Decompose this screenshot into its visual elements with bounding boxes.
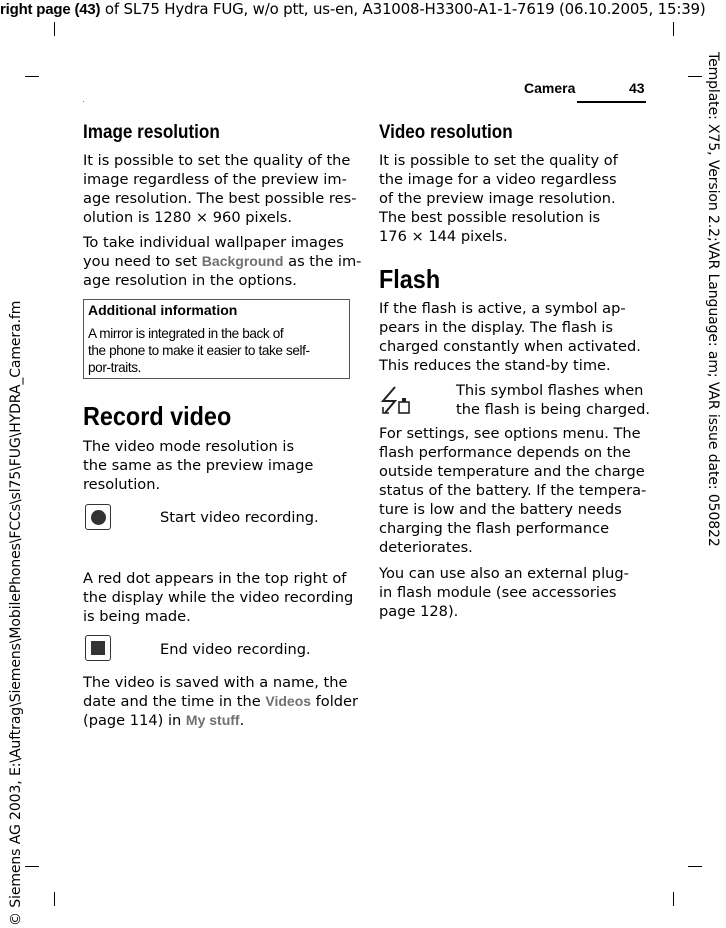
crop-mark xyxy=(673,892,674,906)
text-line: the same as the preview image xyxy=(83,457,314,474)
text-line: in flash module (see accessories xyxy=(379,584,617,601)
stop-square-icon xyxy=(91,641,105,655)
text-line: age resolution in the options. xyxy=(83,272,297,289)
wallpaper-paragraph xyxy=(83,233,361,290)
text-line: For settings, see options menu. The xyxy=(379,425,641,442)
info-box-title: Additional information xyxy=(88,302,238,318)
crop-mark xyxy=(25,76,39,77)
text-line: It is possible to set the quality of xyxy=(379,152,618,169)
heading-video-resolution: Video resolution xyxy=(379,122,513,143)
text-line: If the flash is active, a symbol ap- xyxy=(379,300,626,317)
text-line: the flash is being charged. xyxy=(456,401,651,418)
crop-mark xyxy=(673,22,674,36)
flash-symbol-description xyxy=(456,381,650,419)
crop-mark xyxy=(688,866,702,867)
text-line: The video mode resolution is xyxy=(83,438,295,455)
text-line: of the preview image resolution. xyxy=(379,190,616,207)
stop-key-icon xyxy=(85,635,111,661)
text-line: por-traits. xyxy=(88,360,142,375)
crop-mark xyxy=(54,892,55,906)
crop-mark xyxy=(688,76,702,77)
image-resolution-paragraph xyxy=(83,151,356,227)
text-fragment: as the im- xyxy=(283,253,362,270)
text-line: It is possible to set the quality of the xyxy=(83,152,351,169)
heading-flash: Flash xyxy=(379,264,441,294)
heading-record-video: Record video xyxy=(83,401,232,431)
text-line: outside temperature and the charge xyxy=(379,463,645,480)
text-line: The best possible resolution is xyxy=(379,209,601,226)
text-line: page 128). xyxy=(379,603,459,620)
record-video-paragraph xyxy=(83,437,313,494)
text-line: age resolution. The best possible res- xyxy=(83,190,357,207)
header-section-title: Camera xyxy=(524,80,576,96)
text-fragment: . xyxy=(239,712,245,729)
text-line: A red dot appears in the top right of xyxy=(83,570,347,587)
text-line: olution is 1280 × 960 pixels. xyxy=(83,209,293,226)
text-line xyxy=(83,711,358,730)
heading-image-resolution: Image resolution xyxy=(83,122,220,143)
text-line: the phone to make it easier to take self- xyxy=(88,343,310,358)
header-page-number: 43 xyxy=(629,80,645,96)
text-fragment: you need to set xyxy=(83,253,202,270)
copyright-path-vertical: © Siemens AG 2003, E:\Auftrag\Siemens\MobilePhones\FCCs\sl75\FUG\HYDRA_Camera.fm xyxy=(8,300,24,926)
flash-charging-icon xyxy=(380,385,412,415)
end-recording-label: End video recording. xyxy=(160,641,311,658)
text-fragment: folder xyxy=(311,693,359,710)
header-rule xyxy=(577,101,646,103)
ui-term-videos: Videos xyxy=(265,693,312,709)
video-saved-paragraph xyxy=(83,673,358,730)
text-line: status of the battery. If the tempera- xyxy=(379,482,647,499)
text-line: ture is low and the battery needs xyxy=(379,501,622,518)
external-flash-paragraph xyxy=(379,564,629,621)
text-line: the image for a video regardless xyxy=(379,171,617,188)
text-line: 176 × 144 pixels. xyxy=(379,228,508,245)
info-box-text xyxy=(88,325,310,376)
print-meta-rest: of SL75 Hydra FUG, w/o ptt, us-en, A31008-H3300-A1-1-7619 (06.10.2005, 15:39) xyxy=(100,0,706,18)
ui-term-my-stuff: My stuff xyxy=(185,712,240,728)
text-line: flash performance depends on the xyxy=(379,444,631,461)
text-line: resolution. xyxy=(83,476,161,493)
flash-paragraph xyxy=(379,299,641,375)
text-line: deteriorates. xyxy=(379,539,473,556)
text-line: image regardless of the preview im- xyxy=(83,171,347,188)
print-meta-line xyxy=(0,0,706,18)
text-line: A mirror is integrated in the back of xyxy=(88,326,284,341)
template-meta-vertical: Template: X75, Version 2.2;VAR Language: am; VAR issue date: 050822 xyxy=(705,52,721,547)
text-line: charging the flash performance xyxy=(379,520,610,537)
red-dot-paragraph xyxy=(83,569,353,626)
text-line: You can use also an external plug- xyxy=(379,565,629,582)
print-meta-bold: right page (43) xyxy=(0,1,101,18)
video-resolution-paragraph xyxy=(379,151,618,246)
start-recording-label: Start video recording. xyxy=(160,509,319,526)
text-line: is being made. xyxy=(83,608,191,625)
text-line: To take individual wallpaper images xyxy=(83,234,344,251)
text-fragment: date and the time in the xyxy=(83,693,266,710)
text-line: pears in the display. The flash is xyxy=(379,319,614,336)
text-fragment: (page 114) in xyxy=(83,712,186,729)
flash-settings-paragraph xyxy=(379,424,646,557)
text-line: This reduces the stand-by time. xyxy=(379,357,611,374)
crop-mark xyxy=(54,22,55,36)
text-line xyxy=(83,692,358,711)
text-line: the display while the video recording xyxy=(83,589,354,606)
record-dot-icon xyxy=(91,510,106,525)
crop-mark xyxy=(25,866,39,867)
text-line: charged constantly when activated. xyxy=(379,338,641,355)
text-line: The video is saved with a name, the xyxy=(83,674,348,691)
text-line: This symbol flashes when xyxy=(456,382,644,399)
header-dot xyxy=(83,101,84,102)
text-line xyxy=(83,252,361,271)
record-key-icon xyxy=(85,504,111,530)
ui-term-background: Background xyxy=(201,253,284,269)
